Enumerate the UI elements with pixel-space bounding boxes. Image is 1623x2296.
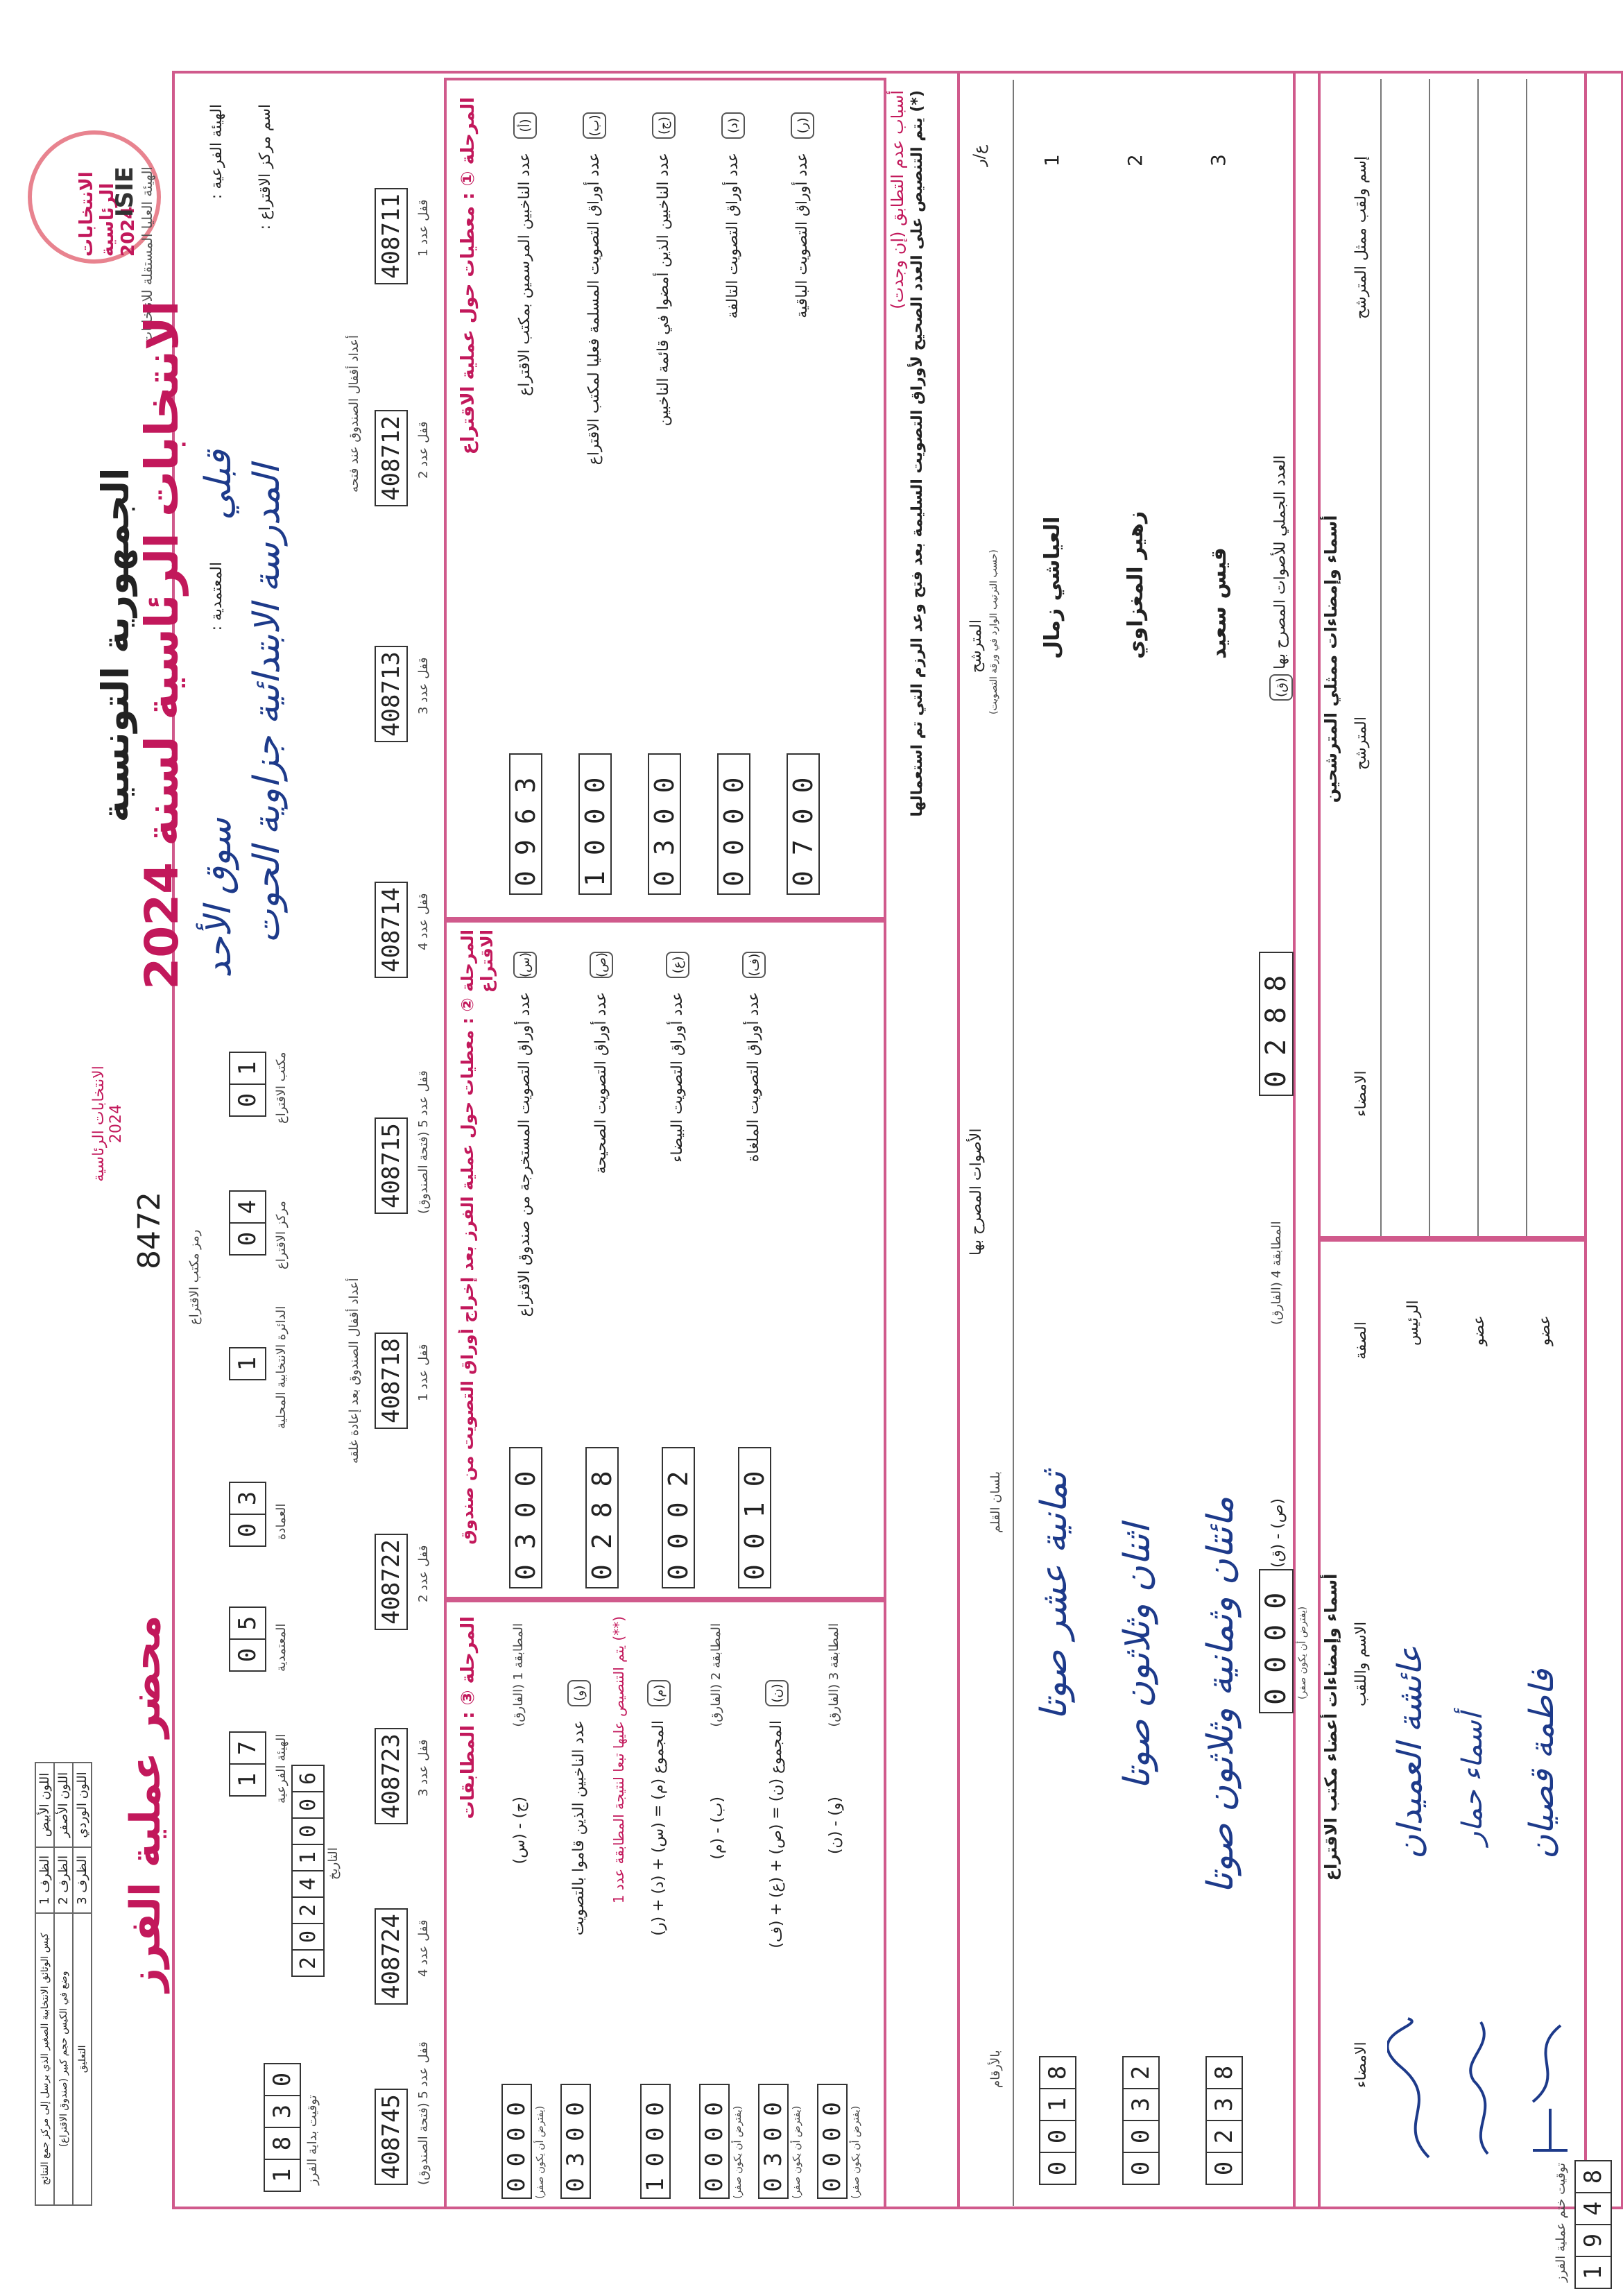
reps-divider-4 (1526, 79, 1527, 1239)
delegation-name-label: المعتمدية : (208, 562, 225, 631)
center-label: مركز الاقتراع (274, 1201, 289, 1269)
region-code: 1 7 (229, 1733, 266, 1797)
members-col-sign: الامضاء (1352, 2041, 1370, 2088)
region-name-label: الهيئة الفرعية : (208, 104, 225, 200)
start-time-label: توقيت بداية الفرز (305, 2095, 320, 2185)
office-code: 0 1 (229, 1053, 266, 1117)
members-col-role: الصفة (1352, 1321, 1370, 1360)
env-color-3: اللون الوردي (73, 1763, 92, 1847)
cand-divider (1013, 80, 1014, 2206)
reps-divider-3 (1477, 79, 1479, 1239)
stage2-row-ain: (ع) عدد أوراق التصويت البيضاء 0002 (652, 936, 707, 1588)
stage1-row-a: (أ) عدد الناخبين المرسمين بمكتب الاقتراع 0963 (499, 97, 555, 895)
reasons-note: (*) يتم التنصيص على العدد الصحيح لأوراق التصويت السليمة بعد فتح وعد الرزم التي تم استعمالها (909, 90, 926, 817)
imada-code: 0 3 (229, 1483, 266, 1547)
stage1-row-c: (ج) عدد الناخبين الذين أمضوا في قائمة الناخبين 0300 (638, 97, 694, 895)
imada-label: العمادة (274, 1503, 289, 1540)
total-value: 0288 (1259, 952, 1294, 1096)
signature-3-icon (1519, 2012, 1574, 2164)
cand-header-no: ع/ر (971, 144, 988, 166)
signature-2-icon (1453, 2012, 1509, 2164)
isie-logo: ISIE الهيئة العليا المستقلة للانتخابات (111, 166, 155, 345)
candidate-row-2: 2 زهير المغزاوي اثنان وثلاثون صوتا 0 0 3 2 (1103, 80, 1179, 2206)
form-title: محضر عملية الفرز (121, 1615, 170, 1992)
reps-col-candidate: المترشح (1352, 717, 1370, 770)
stage3-row-3: (م) المجموع (م) = (س) + (د) + (ر) 1000 (635, 1616, 687, 2199)
locks-open-title: أعداد أقفال الصندوق عند فتحه (347, 335, 361, 492)
end-time-label: توقيت ختم عملية الفرز (1554, 2162, 1568, 2282)
delegation-label: المعتمدية (274, 1623, 289, 1672)
stage3-row-4: (ب) - (م) المطابقة 2 (الفارق) 0000 (يفترض أن يكون صفر) (701, 1623, 744, 2199)
member-row-2: عضو أسماء حمار (1450, 1245, 1512, 2206)
locks-reclose-title: أعداد أقفال الصندوق بعد إعادة غلقه (347, 1278, 361, 1464)
date-digits: 2 0 2 4 1 0 0 6 (291, 1766, 325, 1977)
stage3-rows (496, 1616, 870, 2199)
cand-header-votes: الأصوات المصرح بها (968, 1128, 985, 1256)
stage1-rows (499, 97, 867, 895)
env-desc-2: وضع في الكيس حجم كبير (صندوق الاقتراع) (54, 1913, 73, 2205)
cand-header-words: بلسان القلم (988, 1471, 1003, 1533)
region-label: الهيئة الفرعية (274, 1733, 289, 1804)
start-time: 1 8 3 0 (264, 2064, 301, 2192)
env-code-1: الظرف 1 (35, 1847, 54, 1913)
stamp-year: الانتخابات الرئاسية 2024 (76, 171, 139, 257)
signature-1-icon (1387, 2012, 1443, 2164)
cand-header-digits: بالأرقام (988, 2050, 1003, 2088)
reps-divider-2 (1429, 79, 1430, 1239)
office-label: مكتب الاقتراع (274, 1052, 289, 1124)
match4-note: (يفترض أن يكون صفر) (1297, 1606, 1308, 1699)
stage2-title: المرحلة ② : معطيات حول عملية الفرز بعد إخراج أوراق التصويت من صندوق الاقتراع (458, 929, 497, 1545)
stage2-row-s: (س) عدد أوراق التصويت المستخرجة من صندوق الاقتراع 0300 (499, 936, 555, 1588)
match4-value: 0000 (1259, 1569, 1294, 1713)
stage3-title: المرحلة ③ : المطابقات (458, 1616, 479, 1819)
reps-title: أسماء وإمضاءات ممثلي المترشحين (1321, 515, 1341, 803)
date-label: التاريخ (326, 1847, 341, 1880)
match4-label: المطابقة 4 (الفارق) (1269, 1221, 1284, 1325)
env-code-3: الظرف 3 (73, 1847, 92, 1913)
reps-col-sign: الامضاء (1352, 1070, 1370, 1117)
env-code-2: الظرف 2 (54, 1847, 73, 1913)
elections-logo: الانتخابات الرئاسية 2024 (90, 1065, 125, 1182)
reasons-title: أسباب عدم التطابق (إن وجدت) (888, 90, 907, 309)
stage3-row-1: (ج) - (س) المطابقة 1 (الفارق) 0000 (يفترض أن يكون صفر) (503, 1623, 546, 2199)
form-sheet: الانتخابات الرئاسية 2024 ISIE الهيئة العليا المستقلة للانتخابات الجمهورية التونسية الانتخابات الرئاسية لسنة 2024 الانتخابات الرئاسية 2024 8472 محضر عملية الفرز كيس الوثائق الانتخابية الصغير الذي يرسل إلى مركز جمع النتائج الظرف 1 اللون الأبيض وضع في الكيس حجم كبير (صندوق الاقتراع) الظرف 2 اللون الأصفر التعليق الظرف 3 اللون الوردي الهيئة الفرعية : قبلي المعتمدية : سوق الأحد اسم مركز الاقتراع : المدرسة الابتدائية جزاوية الحوت رمز مكتب الاقتراع 0 1 مكتب الاقتراع 0 4 مركز الاقتراع 1 الدائرة الانتخابية المحلية 0 3 العمادة 0 5 المعتمدية 1 7 الهيئة الفرعية 2 0 2 4 1 0 0 6 التاريخ 1 8 3 0 توقيت بداية الفرز أعداد أقفال الصندوق عند فتحه 408711 قفل عدد 1 408712 قفل عدد 2 408713 قفل عدد 3 408714 قفل عدد 4 408715 قفل عدد 5 (فتحة الصندوق) أعداد أقفال الصندوق بعد إعادة غلقه 408718 قفل عدد 1 408722 قفل عدد 2 408723 قفل عدد 3 408724 قفل عدد 4 408745 قفل عدد 5 (فتحة الصندوق) المرحلة ① : معطيات حول عملية الاقتراع (أ) عدد الناخبين المرسمين بمكتب الاقتراع 0963 (ب) عدد أوراق التصويت المسلمة فعليا لمكتب الاقتراع 1000 (ج) عدد الناخبين الذين أمضوا في قائمة الناخبين 0300 (د) عدد أوراق التصويت التالفة 0000 (ر) عدد أوراق التصويت الباقية 0700 المرحلة ② : معطيات حول عملية الفرز بعد إخراج أوراق التصويت من صندوق الاقتراع (س) عدد أوراق التصويت المستخرجة من صندوق الاقتراع 0300 (ص) عدد أوراق التصويت الصحيحة 0288 (ع) عدد أوراق التصويت البيضاء 0002 (ف) عدد أوراق التصويت الملغاة 0010 المرحلة ③ : المطابقات (ج) - (س) المطابقة 1 (الفارق) 0000 (يفترض أن يكون صفر) (و) عدد الناخبين الذين قاموا بالتصويت 0300 (**) يتم التنصيص عليها تبعا لنتيجة المطابقة عدد 1 (م) المجموع (م) = (س) + (د) + (ر) 1000 (ب) - (م) المطابقة 2 (الفارق) 0000 (يفترض أن يكون صفر) (ن) المجموع (ن) = (ص) + (ع) + (ف) 0300 (يفترض أن يكون صفر) (و) - (ن) المطابقة 3 (الفارق) 0000 (يفترض أن يكون صفر) أسباب عدم التطابق (إن وجدت) (*) يتم التنصيص على العدد الصحيح لأوراق التصويت السليمة بعد فتح وعد الرزم التي تم استعمالها ع/ر المترشح (حسب الترتيب الوارد في ورقة التصويت) الأصوات المصرح بها بلسان القلم بالأرقام 1 العياشي زمال ثمانية عشر صوتا 0 0 1 8 2 زهير المغزاوي اثنان وثلاثون صوتا 0 0 3 2 3 قيس سعيد مائتان وثمانية وثلاثون صوتا 0 2 3 8 العدد الجملي للأصوات المصرح بها (ق) 0288 المطابقة 4 (الفارق) (ص) - (ق) 0000 (يفترض أن يكون صفر) أسماء وإمضاءات ممثلي المترشحين إسم ولقب ممثل المترشح المترشح الامضاء أسماء وإمضاءات أعضاء مكتب الاقتراع الصفة الاسم واللقب الامضاء الرئيس عائشة العميدان عضو أسماء حمار عضو فاطمة قصيان 1 9 4 8 توقيت ختم عملية الفرز (0, 0, 1623, 2296)
env-color-2: اللون الأصفر (54, 1763, 73, 1847)
local-circ-label: الدائرة الانتخابية المحلية (274, 1305, 289, 1429)
stage1-row-b: (ب) عدد أوراق التصويت المسلمة فعليا لمكتب الاقتراع 1000 (569, 97, 624, 895)
stage3-note1: (**) يتم التنصيص عليها تبعا لنتيجة المطابقة عدد 1 (610, 1616, 627, 1904)
stage2-rows (499, 936, 867, 1588)
region-name: قبلي (198, 449, 239, 520)
delegation-code: 0 5 (229, 1608, 266, 1672)
stage3-row-6: (و) - (ن) المطابقة 3 (الفارق) 0000 (يفترض أن يكون صفر) (818, 1623, 861, 2199)
env-desc-1: كيس الوثائق الانتخابية الصغير الذي يرسل إلى مركز جمع النتائج (35, 1913, 54, 2205)
member-row-1: الرئيس عائشة العميدان (1384, 1245, 1446, 2206)
cand-header-sub: (حسب الترتيب الوارد في ورقة التصويت) (988, 549, 999, 714)
candidate-row-1: 1 العياشي زمال ثمانية عشر صوتا 0 0 1 8 (1020, 80, 1096, 2206)
stage1-title: المرحلة ① : معطيات حول عملية الاقتراع (458, 97, 479, 455)
center-name-label: اسم مركز الاقتراع : (257, 104, 274, 230)
delegation-name: سوق الأحد (198, 818, 239, 978)
stage2-row-sad: (ص) عدد أوراق التصويت الصحيحة 0288 (576, 936, 631, 1588)
envelope-table (35, 1762, 92, 2206)
members-col-name: الاسم واللقب (1352, 1621, 1370, 1706)
local-circ-code: 1 (229, 1348, 266, 1380)
end-time: 1 9 4 8 (1574, 2161, 1612, 2289)
members-title: أسماء وإمضاءات أعضاء مكتب الاقتراع (1321, 1573, 1341, 1881)
center-name: المدرسة الابتدائية جزاوية الحوت (246, 464, 288, 943)
env-desc-3: التعليق (73, 1913, 92, 2205)
stage1-row-r: (ر) عدد أوراق التصويت الباقية 0700 (777, 97, 832, 895)
center-code: 0 4 (229, 1192, 266, 1256)
republic-title: الجمهورية التونسية (94, 468, 137, 823)
page-title: الانتخابات الرئاسية لسنة 2024 (135, 300, 189, 990)
match4-formula: (ص) - (ق) (1269, 1498, 1287, 1568)
stage3-row-5: (ن) المجموع (ن) = (ص) + (ع) + (ف) 0300 (يفترض أن يكون صفر) (753, 1616, 805, 2199)
doc-number: 8472 (132, 1192, 167, 1269)
reps-col-rep: إسم ولقب ممثل المترشح (1352, 156, 1370, 319)
env-color-1: اللون الأبيض (35, 1763, 54, 1847)
reps-divider-1 (1380, 79, 1382, 1239)
total-label: العدد الجملي للأصوات المصرح بها (ق) (1269, 455, 1293, 701)
cand-header-name: المترشح (968, 619, 985, 673)
member-row-3: عضو فاطمة قصيان (1515, 1245, 1578, 2206)
candidate-row-3: 3 قيس سعيد مائتان وثمانية وثلاثون صوتا 0 2 3 8 (1186, 80, 1262, 2206)
stage1-row-d: (د) عدد أوراق التصويت التالفة 0000 (707, 97, 763, 895)
office-code-title: رمز مكتب الاقتراع (187, 1229, 202, 1325)
stage2-row-fa: (ف) عدد أوراق التصويت الملغاة 0010 (728, 936, 784, 1588)
stage3-row-2: (و) عدد الناخبين الذين قاموا بالتصويت 0300 (555, 1616, 607, 2199)
